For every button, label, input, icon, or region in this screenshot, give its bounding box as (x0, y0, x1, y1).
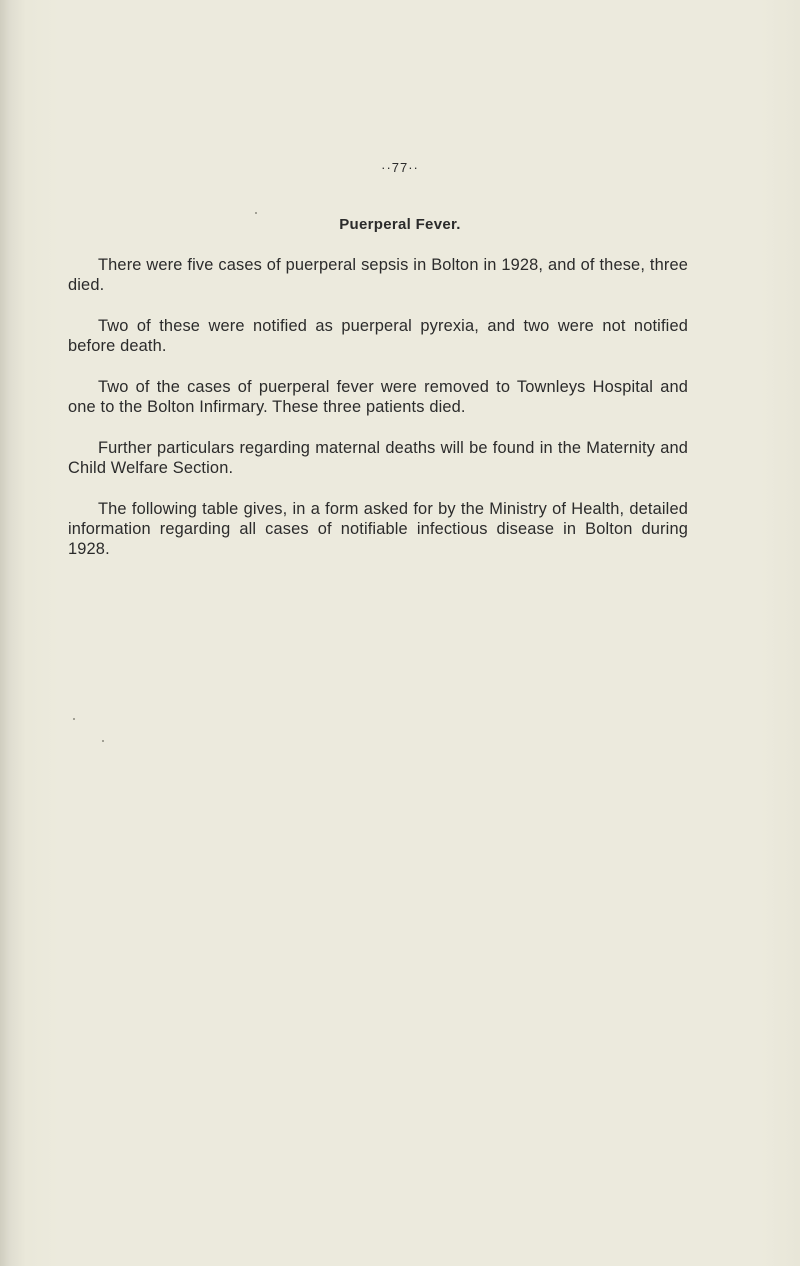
paragraph: Two of these were notified as puerperal pyrexia, and two were not notified before death. (68, 317, 688, 355)
body-text (68, 255, 688, 580)
page-number: ··77·· (381, 160, 419, 175)
paragraph: Further particulars regarding maternal deaths will be found in the Maternity and Child Welfare Section. (68, 439, 688, 477)
scan-speck (102, 740, 104, 742)
scan-speck (73, 718, 75, 720)
paragraph: The following table gives, in a form asked for by the Ministry of Health, detailed information regarding all cases of notifiable infectious disease in Bolton during 1928. (68, 500, 688, 558)
scan-speck (255, 212, 257, 214)
section-heading: Puerperal Fever. (339, 216, 461, 233)
paragraph: There were five cases of puerperal sepsis in Bolton in 1928, and of these, three died. (68, 256, 688, 294)
paragraph: Two of the cases of puerperal fever were removed to Townleys Hospital and one to the Bolton Infirmary. These three patients died. (68, 378, 688, 416)
